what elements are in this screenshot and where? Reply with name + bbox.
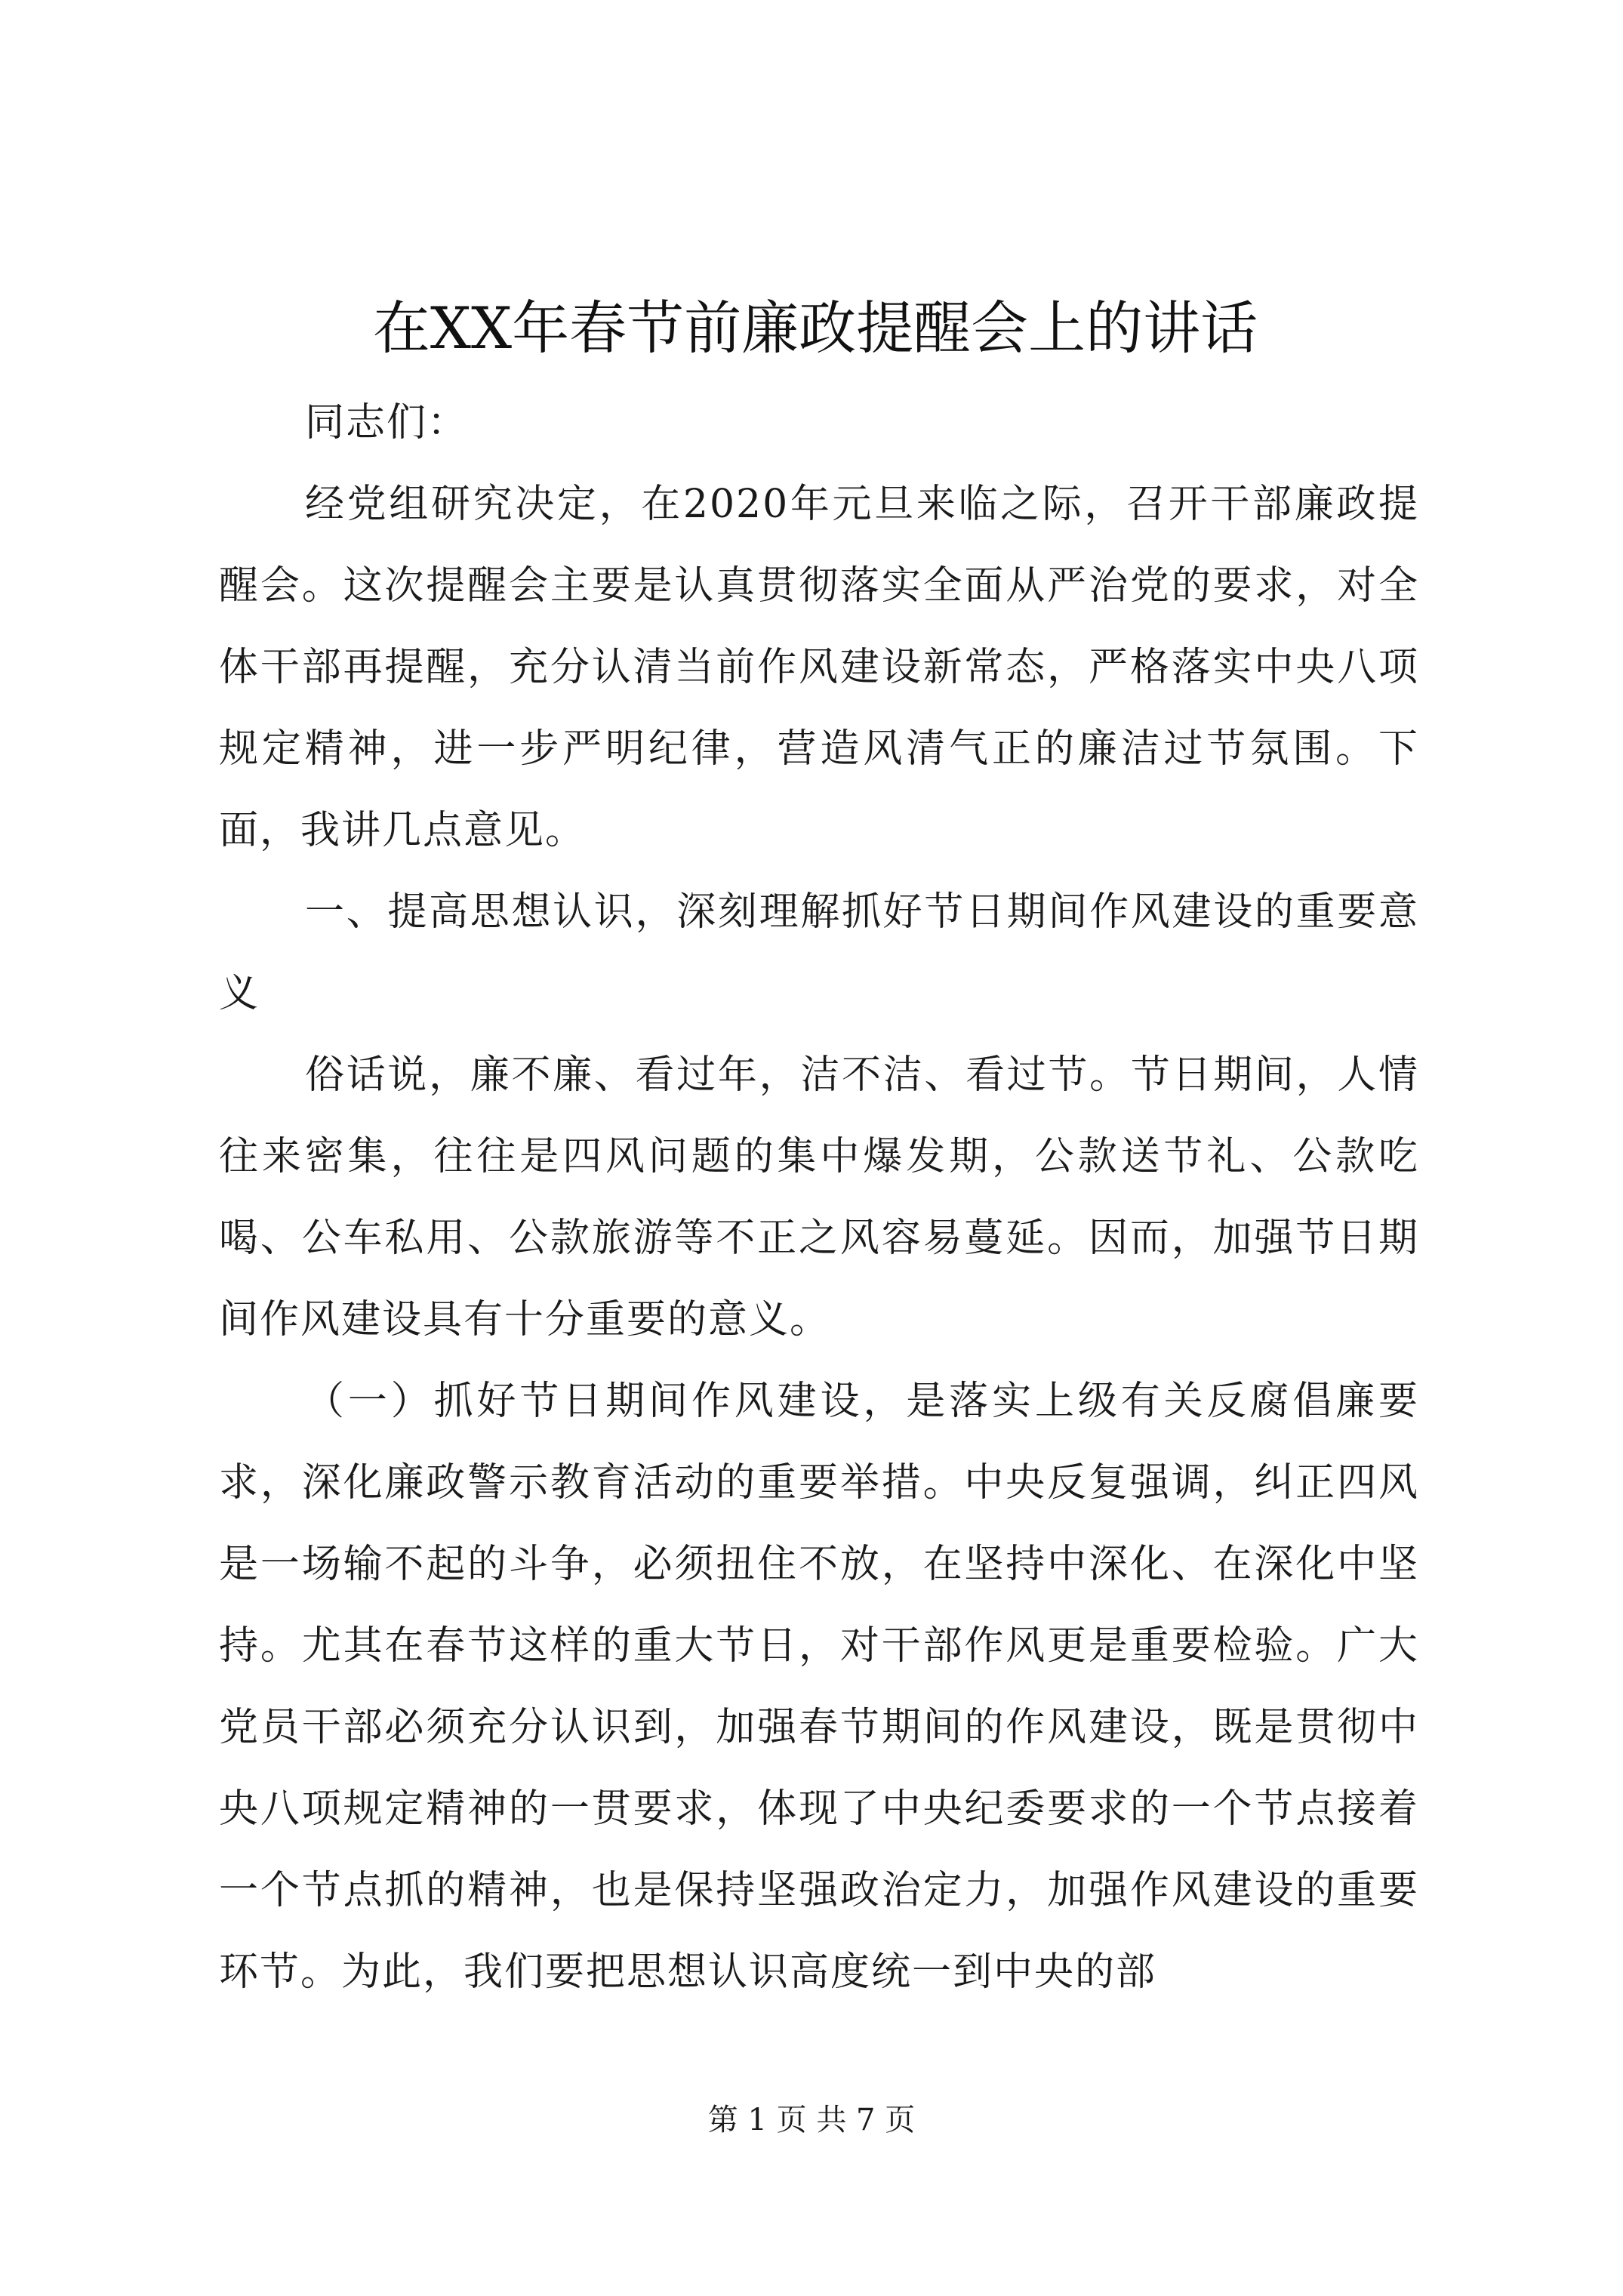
page-number-footer: 第 1 页 共 7 页	[707, 2103, 916, 2137]
paragraph-subpoint-one: （一）抓好节日期间作风建设，是落实上级有关反腐倡廉要求，深化廉政警示教育活动的重要举措。中央反复强调，纠正四风是一场输不起的斗争，必须扭住不放，在坚持中深化、在深化中坚持。尤其在春节这样的重大节日，对干部作风更是重要检验。广大党员干部必须充分认识到，加强春节期间的作风建设，既是贯彻中央八项规定精神的一贯要求，体现了中央纪委要求的一个节点接着一个节点抓的精神，也是保持坚强政治定力，加强作风建设的重要环节。为此，我们要把思想认识高度统一到中央的部	[219, 1379, 1419, 1995]
paragraph-proverb: 俗话说，廉不廉、看过年，洁不洁、看过节。节日期间，人情往来密集，往往是四风问题的集中爆发期，公款送节礼、公款吃喝、公车私用、公款旅游等不正之风容易蔓延。因而，加强节日期间作风建设具有十分重要的意义。	[219, 1052, 1419, 1342]
paragraph-opening: 经党组研究决定，在2020年元旦来临之际，召开干部廉政提醒会。这次提醒会主要是认真贯彻落实全面从严治党的要求，对全体干部再提醒，充分认清当前作风建设新常态，严格落实中央八项规定精神，进一步严明纪律，营造风清气正的廉洁过节氛围。下面，我讲几点意见。	[219, 482, 1419, 853]
section-heading-one: 一、提高思想认识，深刻理解抓好节日期间作风建设的重要意义	[219, 889, 1419, 1016]
document-title: 在XX年春节前廉政提醒会上的讲话	[372, 294, 1258, 362]
document-body	[219, 382, 1419, 2013]
greeting: 同志们：	[305, 400, 469, 445]
